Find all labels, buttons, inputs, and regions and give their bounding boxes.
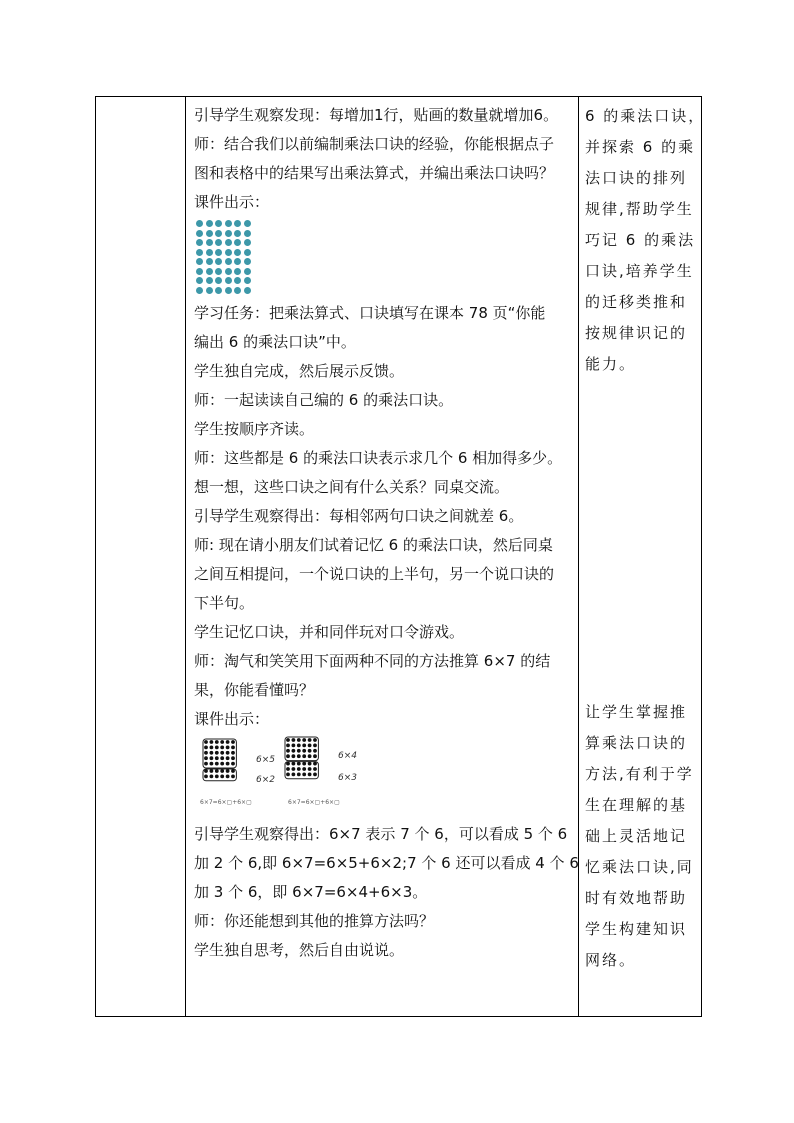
dot [210,769,214,773]
dot [225,220,232,227]
design-note-2 [585,697,694,976]
dot [292,767,296,771]
dot [196,220,203,227]
dot [297,738,301,742]
dot [286,761,290,765]
dot [215,230,222,237]
dot [292,754,296,758]
dot [244,277,251,284]
dot [196,277,203,284]
dot [308,738,312,742]
dot [215,740,219,744]
dot [292,761,296,765]
dot [210,745,214,749]
text-line: 课件出示： [194,193,270,211]
dot [206,287,213,294]
dot [297,761,301,765]
note-line: 忆乘法口诀,同 [585,858,694,876]
dot [204,756,208,760]
dot [226,740,230,744]
dot [231,756,235,760]
dot [302,761,306,765]
lesson-table [95,96,706,1017]
dot [302,754,306,758]
dot [225,230,232,237]
dot [215,220,222,227]
dot [234,268,241,275]
note-line: 础上灵活地记 [585,827,688,845]
dot [234,239,241,246]
note-line: 法口诀的排列 [585,169,688,187]
array-b [285,737,318,779]
dot [206,220,213,227]
dot [302,738,306,742]
text-line: 之间互相提问，一个说口诀的上半句，另一个说口诀的 [194,564,555,583]
dot [215,239,222,246]
dot [220,774,224,778]
dot [210,756,214,760]
caption-a: 6×7=6×▢+6×▢ [200,798,252,806]
dot [297,743,301,747]
dot [286,754,290,758]
dot [206,239,213,246]
dot [196,249,203,256]
text-line: 课件出示： [194,709,270,728]
dot [313,761,317,765]
text-line: 学生独自完成，然后展示反馈。 [194,361,405,380]
dot [215,287,222,294]
dot [297,772,301,776]
dot [220,745,224,749]
dot [308,761,312,765]
dot [231,750,235,754]
dot [226,745,230,749]
dot [226,774,230,778]
dot [215,774,219,778]
label-6x5: 6×5 [256,754,275,765]
dot [215,761,219,765]
dot [204,750,208,754]
dot [244,268,251,275]
dot [226,769,230,773]
dot [244,239,251,246]
text-line: 学生记忆口诀，并和同伴玩对口令游戏。 [194,622,465,641]
note-line: 并探索 6 的乘 [585,138,696,156]
text-line: 学生独自思考，然后自由说说。 [194,940,405,959]
label-6x3: 6×3 [338,772,357,783]
dot [292,772,296,776]
dot [226,756,230,760]
dot [286,748,290,752]
dot [234,249,241,256]
text-line: 引导学生观察得出：6×7 表示 7 个 6，可以看成 5 个 6 [194,824,568,843]
dot [313,754,317,758]
dot [313,738,317,742]
dot [302,748,306,752]
text-line: 学生按顺序齐读。 [194,419,315,438]
dot [196,268,203,275]
dot-array-figure [196,220,256,295]
dot [220,756,224,760]
dot [220,750,224,754]
dot [308,772,312,776]
note-line: 能力。 [585,355,637,373]
text-line: 图和表格中的结果写出乘法算式，并编出乘法口诀吗？ [194,164,555,182]
dot [297,748,301,752]
dot [225,268,232,275]
dot [292,743,296,747]
text-line: 引导学生观察得出：每相邻两句口诀之间就差 6。 [194,506,524,525]
dot [210,761,214,765]
dot [210,740,214,744]
dot [204,745,208,749]
dot [204,769,208,773]
dot [308,743,312,747]
dot [244,249,251,256]
note-line: 方法,有利于学 [585,765,694,783]
dot [204,774,208,778]
dot [204,761,208,765]
dot [215,745,219,749]
text-line: 引导学生观察发现：每增加1行，贴画的数量就增加6。 [194,106,559,124]
text-line: 果，你能看懂吗？ [194,680,315,699]
dot [286,743,290,747]
dot [231,761,235,765]
note-line: 6 的乘法口诀， [585,107,706,125]
dot [297,767,301,771]
dot [210,750,214,754]
split-array-figure [198,734,578,820]
dot [220,769,224,773]
dot [234,277,241,284]
text-line: 师：淘气和笑笑用下面两种不同的方法推算 6×7 的结 [194,651,551,670]
dot [215,268,222,275]
dot [308,754,312,758]
dot [297,754,301,758]
note-line: 的迁移类推和 [585,293,688,311]
dot [210,774,214,778]
dot [225,258,232,265]
dot [308,767,312,771]
left-column-cell [96,97,186,1017]
dot [206,277,213,284]
dot [225,287,232,294]
dot [231,774,235,778]
dot [225,249,232,256]
note-line: 按规律识记的 [585,324,688,342]
dot [302,772,306,776]
dot [231,745,235,749]
note-line: 学生构建知识 [585,920,688,938]
dot [234,287,241,294]
dot [206,268,213,275]
dot [313,767,317,771]
text-line: 师：这些都是 6 的乘法口诀表示求几个 6 相加得多少。 [194,448,563,467]
dot [226,750,230,754]
dot [244,230,251,237]
text-line: 师：你还能想到其他的推算方法吗？ [194,911,435,930]
dot [231,769,235,773]
text-line: 下半句。 [194,593,255,612]
dot [234,220,241,227]
dot [244,220,251,227]
dot [313,748,317,752]
teaching-process-cell [186,97,579,1017]
table-row [96,97,702,1017]
note-line: 让学生掌握推 [585,703,688,721]
text-line: 师：一起读读自己编的 6 的乘法口诀。 [194,390,454,409]
dot [215,277,222,284]
dot [215,769,219,773]
text-line: 师: 现在请小朋友们试着记忆 6 的乘法口诀，然后同桌 [194,535,553,554]
dot [231,740,235,744]
note-line: 网络。 [585,951,637,969]
text-line: 学习任务：把乘法算式、口诀填写在课本 78 页“你能 [194,303,546,322]
dot [302,767,306,771]
dot [286,738,290,742]
dot [206,249,213,256]
dot [225,277,232,284]
label-6x4: 6×4 [338,750,357,761]
dot [215,750,219,754]
dot [313,772,317,776]
note-line: 算乘法口诀的 [585,734,688,752]
dot [196,258,203,265]
text-line: 编出 6 的乘法口诀”中。 [194,332,356,351]
dot [226,761,230,765]
label-6x2: 6×2 [256,774,275,785]
dot [244,287,251,294]
dot [206,230,213,237]
text-line: 加 3 个 6，即 6×7=6×4+6×3。 [194,882,428,901]
dot [286,772,290,776]
note-line: 口诀,培养学生 [585,262,694,280]
design-note-1 [585,101,706,380]
note-line: 巧记 6 的乘法 [585,231,696,249]
dot [234,258,241,265]
dot [196,230,203,237]
dot [204,740,208,744]
dot [244,258,251,265]
dot [215,249,222,256]
dot [292,738,296,742]
dot [196,287,203,294]
dot [220,761,224,765]
text-line: 师：结合我们以前编制乘法口诀的经验，你能根据点子 [194,135,555,153]
note-line: 时有效地帮助 [585,889,688,907]
text-line: 想一想，这些口诀之间有什么关系？同桌交流。 [194,477,510,496]
dot [292,748,296,752]
dot [313,743,317,747]
dot [302,743,306,747]
text-line: 加 2 个 6,即 6×7=6×5+6×2;7 个 6 还可以看成 4 个 6 [194,853,579,872]
note-line: 规律,帮助学生 [585,200,694,218]
dot [225,239,232,246]
dot [206,258,213,265]
dot [220,740,224,744]
dot [215,258,222,265]
dot [215,756,219,760]
dot [286,767,290,771]
note-line: 生在理解的基 [585,796,688,814]
design-intent-cell [579,97,706,1017]
dot [234,230,241,237]
dot [308,748,312,752]
array-a [203,739,236,781]
dot [196,239,203,246]
caption-b: 6×7=6×▢+6×▢ [288,798,340,806]
